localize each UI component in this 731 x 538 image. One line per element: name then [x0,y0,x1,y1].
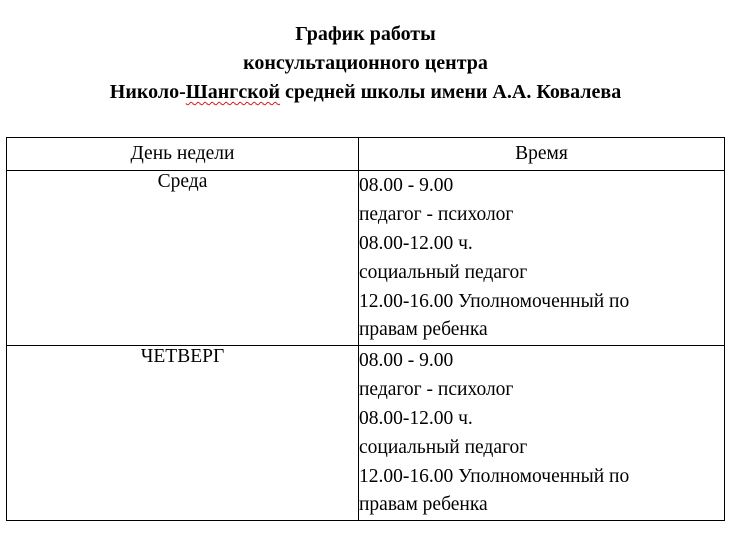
table-row [7,171,725,346]
day-cell: ЧЕТВЕРГ [7,346,359,521]
title-line-2: консультационного центра [243,52,488,74]
document-title [0,20,731,107]
time-line: 08.00-12.00 ч. [359,408,473,429]
header-time: Время [359,138,725,171]
time-line: социальный педагог [359,437,528,458]
time-line: 08.00 - 9.00 [359,350,454,371]
time-line: 08.00 - 9.00 [359,175,454,196]
table-row [7,346,725,521]
schedule-table [6,137,725,521]
day-cell: Среда [7,171,359,346]
title-line-3-prefix: Николо- [109,81,186,103]
table-header-row [7,138,725,171]
title-line-3-suffix: средней школы имени А.А. Ковалева [279,81,622,103]
header-day-of-week: День недели [7,138,359,171]
time-line: 12.00-16.00 Уполномоченный по [359,466,630,487]
title-line-3 [0,78,731,107]
time-line: 12.00-16.00 Уполномоченный по [359,291,630,312]
time-cell [359,171,725,346]
time-line: педагог - психолог [359,204,514,225]
time-line: педагог - психолог [359,379,514,400]
time-cell [359,346,725,521]
title-line-1: График работы [295,23,436,45]
time-line: правам ребенка [359,494,488,515]
time-line: правам ребенка [359,319,488,340]
time-line: 08.00-12.00 ч. [359,233,473,254]
time-line: социальный педагог [359,262,528,283]
spellcheck-flagged-word: Шангской [185,81,280,103]
